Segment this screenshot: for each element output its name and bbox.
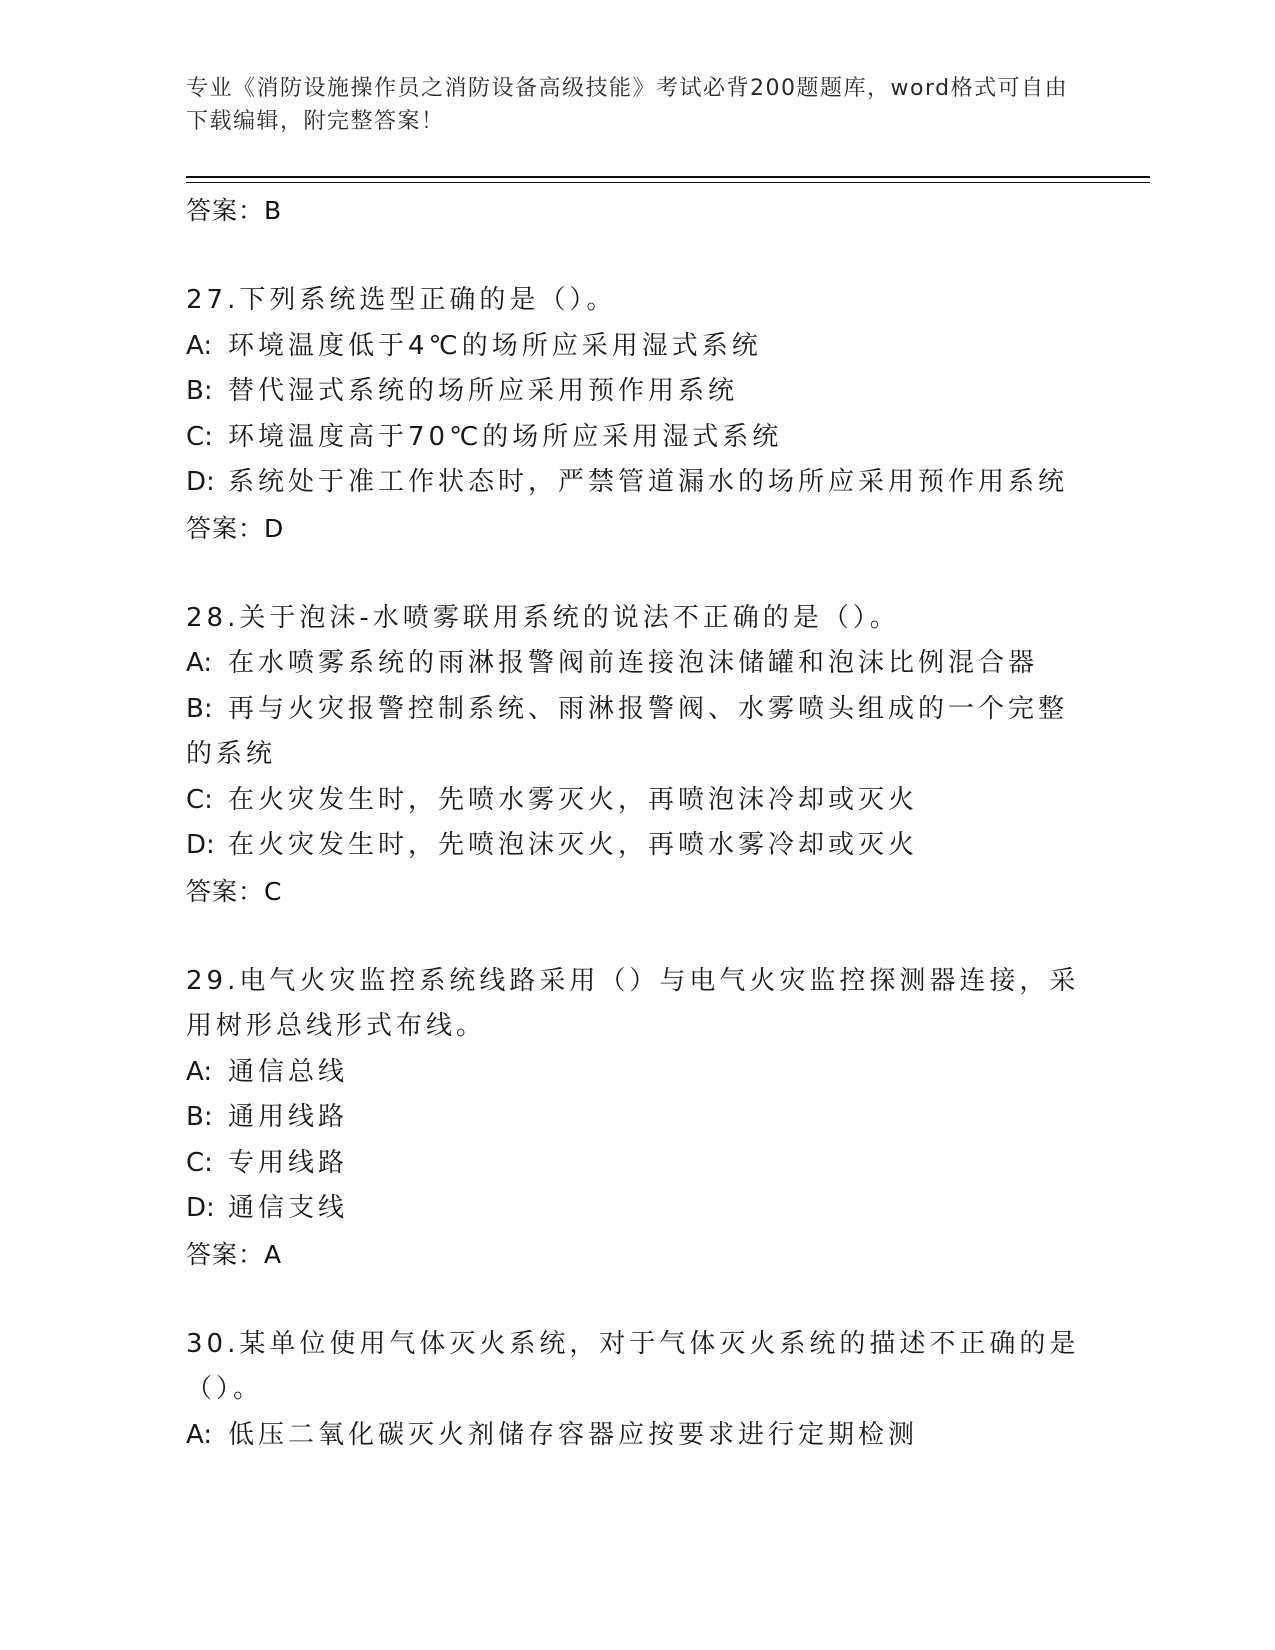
- option-letter: C:: [186, 421, 213, 452]
- option-letter: D:: [186, 467, 215, 497]
- answer-option: [186, 324, 1086, 370]
- answer-option: [186, 1413, 1086, 1459]
- answer-line: 答案：B: [186, 196, 283, 225]
- answer-option: [186, 1050, 1086, 1096]
- option-text: 替代湿式系统的场所应采用预作用系统: [228, 376, 739, 406]
- answer-line: 答案：A: [186, 1239, 283, 1269]
- answer-line: 答案：C: [186, 876, 283, 906]
- option-letter: A:: [186, 1056, 213, 1087]
- question-block: [186, 1322, 1086, 1459]
- option-text: 系统处于准工作状态时，严禁管道漏水的场所应采用预作用系统: [228, 467, 1069, 497]
- question-block: [186, 959, 1086, 1277]
- question-stem: 27.下列系统选型正确的是（）。: [186, 285, 617, 315]
- question-stem: 28.关于泡沫-水喷雾联用系统的说法不正确的是（）。: [186, 602, 900, 633]
- answer-option: [186, 1141, 1086, 1187]
- option-letter: A:: [186, 648, 213, 678]
- option-letter: D:: [186, 1193, 215, 1223]
- question-block: [186, 596, 1086, 914]
- option-letter: C:: [186, 784, 213, 815]
- option-text: 专用线路: [228, 1147, 349, 1178]
- question-stem: 29.电气火灾监控系统线路采用（）与电气火灾监控探测器连接，采用树形总线形式布线。: [186, 965, 1080, 1041]
- answer-option: [186, 415, 1086, 461]
- option-letter: A:: [186, 1419, 213, 1450]
- option-letter: C:: [186, 1147, 213, 1178]
- option-text: 在水喷雾系统的雨淋报警阀前连接泡沫储罐和泡沫比例混合器: [228, 648, 1039, 678]
- option-text: 环境温度高于70℃的场所应采用湿式系统: [228, 421, 783, 452]
- question-list: [186, 278, 1086, 1458]
- option-text: 在火灾发生时，先喷泡沫灭火，再喷水雾冷却或灭火: [228, 830, 919, 860]
- answer-line: 答案：D: [186, 513, 285, 543]
- question-stem: 30.某单位使用气体灭火系统，对于气体灭火系统的描述不正确的是（）。: [186, 1328, 1080, 1404]
- option-letter: B:: [186, 1102, 213, 1132]
- option-text: 再与火灾报警控制系统、雨淋报警阀、水雾喷头组成的一个完整的系统: [186, 693, 1069, 769]
- answer-option: [186, 778, 1086, 824]
- option-text: 环境温度低于4℃的场所应采用湿式系统: [228, 330, 762, 361]
- document-header: 专业《消防设施操作员之消防设备高级技能》考试必背200题题库，word格式可自由下载编辑，附完整答案！: [186, 76, 1069, 134]
- question-block: [186, 278, 1086, 551]
- answer-option: [186, 687, 1086, 778]
- answer-option: [186, 1186, 1086, 1232]
- option-letter: B:: [186, 693, 213, 724]
- answer-option: [186, 641, 1086, 687]
- answer-option: [186, 460, 1086, 506]
- option-text: 通信支线: [228, 1193, 349, 1223]
- answer-option: [186, 369, 1086, 415]
- option-text: 在火灾发生时，先喷水雾灭火，再喷泡沫冷却或灭火: [228, 784, 919, 815]
- option-letter: A:: [186, 330, 213, 361]
- answer-option: [186, 823, 1086, 869]
- document-body: [186, 188, 1086, 1458]
- option-text: 低压二氧化碳灭火剂储存容器应按要求进行定期检测: [228, 1419, 919, 1450]
- header-rule-thin: [186, 182, 1150, 183]
- option-text: 通用线路: [228, 1102, 349, 1132]
- header-rule-thick: [186, 176, 1150, 178]
- option-text: 通信总线: [228, 1056, 349, 1087]
- option-letter: D:: [186, 830, 215, 860]
- answer-option: [186, 1095, 1086, 1141]
- option-letter: B:: [186, 376, 213, 406]
